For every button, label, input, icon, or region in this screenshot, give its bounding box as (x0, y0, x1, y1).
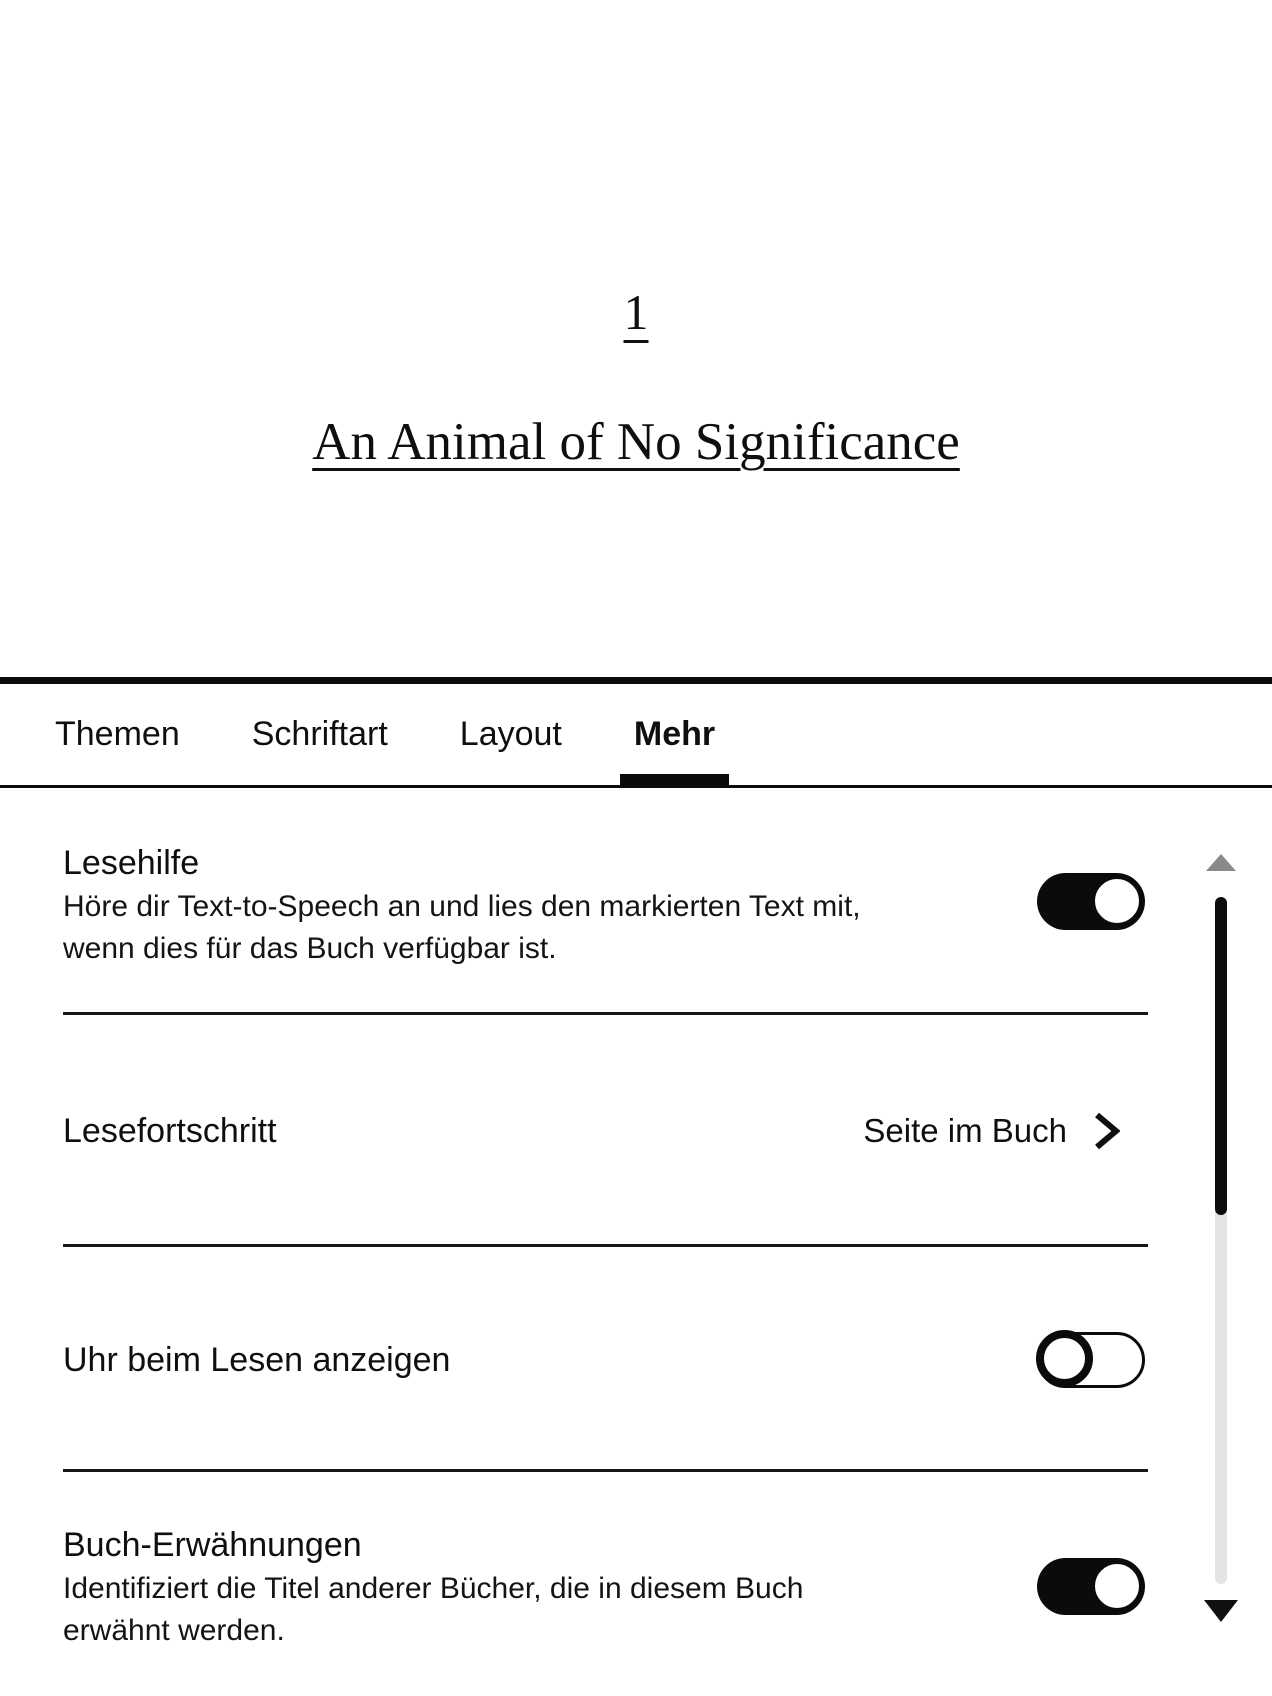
tab-mehr[interactable] (620, 684, 729, 785)
tab-themen-label: Themen (55, 715, 180, 753)
settings-tab-bar (0, 684, 1272, 788)
tab-schriftart[interactable] (252, 684, 388, 785)
setting-title: Buch-Erwähnungen (63, 1526, 362, 1564)
setting-title: Uhr beim Lesen anzeigen (63, 1340, 451, 1379)
tab-layout-label: Layout (459, 715, 562, 753)
reader-settings-panel (0, 677, 1272, 1696)
setting-value: Seite im Buch (863, 1112, 1067, 1149)
setting-description: Höre dir Text-to-Speech an und lies den markierten Text mit, wenn dies für das Buch verfügbar ist. (63, 890, 861, 965)
setting-value-group (863, 1111, 1120, 1151)
uhr-anzeigen-toggle[interactable] (1037, 1332, 1145, 1388)
tab-themen[interactable] (55, 684, 180, 785)
active-tab-indicator (620, 774, 729, 788)
setting-title: Lesefortschritt (63, 1112, 277, 1150)
settings-list (0, 788, 1272, 1696)
tab-mehr-label: Mehr (633, 715, 716, 753)
toggle-knob (1036, 1330, 1093, 1387)
setting-row-uhr (0, 1247, 1272, 1472)
scroll-down-arrow-icon (1204, 1600, 1238, 1637)
scroll-up-arrow-icon (1206, 839, 1236, 871)
setting-row-buch-erwaehnungen (0, 1472, 1272, 1696)
chevron-right-icon (1093, 1111, 1120, 1151)
chapter-number: 1 (623, 284, 649, 340)
setting-description: Identifiziert die Titel anderer Bücher, die in diesem Buch erwähnt werden. (63, 1572, 804, 1647)
scroll-up-button[interactable] (1206, 839, 1236, 854)
buch-erwaehnungen-toggle[interactable] (1037, 1558, 1145, 1615)
book-page (0, 0, 1272, 677)
toggle-knob (1094, 878, 1140, 924)
tab-schriftart-label: Schriftart (251, 715, 388, 753)
chapter-title: An Animal of No Significance (312, 413, 960, 471)
tab-layout[interactable] (460, 684, 562, 785)
setting-row-lesefortschritt[interactable] (0, 1015, 1272, 1247)
toggle-knob (1094, 1563, 1140, 1609)
scrollbar-track[interactable] (1215, 897, 1227, 1584)
scrollbar-thumb[interactable] (1215, 897, 1227, 1215)
setting-row-lesehilfe (0, 788, 1272, 1015)
setting-title: Lesehilfe (63, 844, 200, 882)
scroll-down-button[interactable] (1204, 1622, 1238, 1637)
lesehilfe-toggle[interactable] (1037, 873, 1145, 930)
